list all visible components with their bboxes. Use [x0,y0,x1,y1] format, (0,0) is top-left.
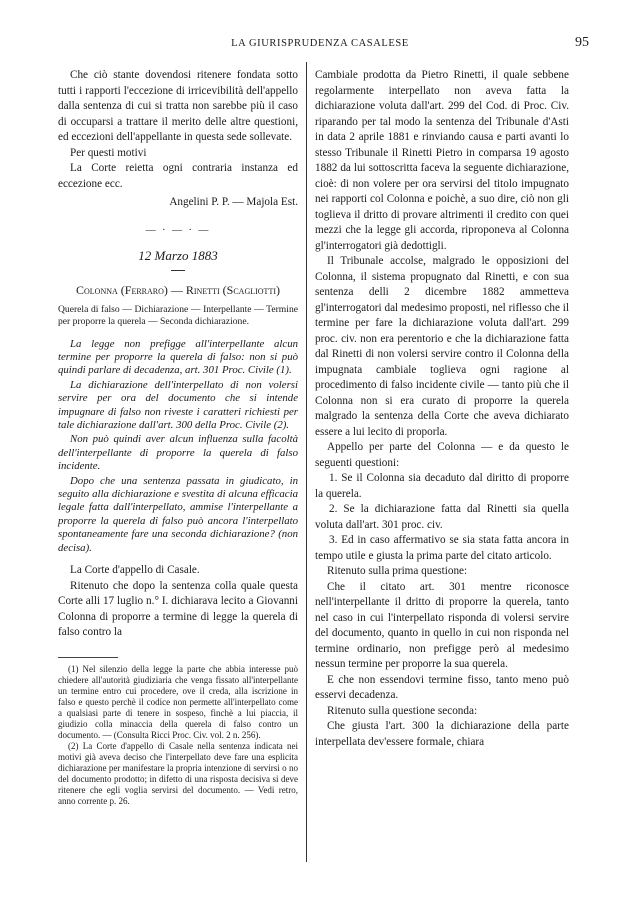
short-rule [171,270,185,271]
maxim-2: La dichiarazione dell'interpellato di non volersi servire per ora del documento che si intende impugnare di falso non riveste i caratteri richiesti per tale dichiarazione dall'art. 300 della Proc. Civile (2). [58,378,298,431]
right-column [315,68,569,750]
article-300-paragraph: Che giusta l'art. 300 la dichiarazione della parte interpellata dev'essere formale, chiara [315,720,569,748]
second-question-heading: Ritenuto sulla questione seconda: [327,704,478,717]
motivi-line: Per questi motivi [70,146,147,159]
signature-line: Angelini P. P. — Majola Est. [169,196,298,208]
rejection-paragraph: La Corte reietta ogni contraria instanza ed eccezione ecc. [58,162,298,190]
ritenuto-paragraph: Ritenuto che dopo la sentenza colla quale questa Corte alli 17 luglio n.° I. dichiarava lecito a Giovanni Colonna di proporre a termine di legge la querela di falso contro la [58,579,298,638]
running-title: LA GIURISPRUDENZA CASALESE [231,38,409,49]
footnote-rule [58,657,118,658]
footnote-1: (1) Nel silenzio della legge la parte che abbia interesse può chiedere all'autorità giudiziaria che venga fissato all'interpellante un termine entro cui procedere, ove il creda, alla iscrizione in falso e questo perchè il codice non permette all'interpellato come a qualsiasi parte di tenere in sospeso, finchè a lui piaccia, il giudizio colla minaccia della querela di falso contro un documento. — (Consulta Ricci Proc. Civ. vol. 2 n. 256). [58,663,298,740]
column-divider [306,62,307,862]
first-question-heading: Ritenuto sulla prima questione: [327,565,468,577]
case-summary: Querela di falso — Dichiarazione — Interpellante — Termine per proporre la querela — Seconda dichiarazione. [58,303,298,327]
question-2: 2. Se la dichiarazione fatta dal Rinetti sia quella voluta dall'art. 301 proc. civ. [315,503,569,531]
article-301-paragraph: Che il citato art. 301 mentre riconosce nell'interpellante il dritto di proporre la querela, tanto nel caso in cui l'interpellato risponda di volersi servire del documento, quanto in quello in cui non risponda nel termine ordinario, non prefigge però al medesimo nessun termine per proporre la sua querela. [315,580,569,670]
court-heading: La Corte d'appello di Casale. [70,564,200,576]
case-parties: Colonna (Ferraro) — Rinetti (Scagliotti) [76,282,280,297]
question-3: 3. Ed in caso affermativo se sia stata fatta ancora in tempo utile e giusta la prima parte del citato articolo. [315,534,569,562]
no-term-paragraph: E che non essendovi termine fisso, tanto meno può esservi decadenza. [315,673,569,701]
tribunale-paragraph: Il Tribunale accolse, malgrado le opposizioni del Colonna, il sistema propugnato dal Rinetti, e con sua sentenza delli 2 dicembre 1882 ammetteva gl'interrogatori dal medesimo proposti, nel riflesso che il termine per fare la dichiarazione voluta dall'art. 299 proc. civ. non era perentorio e che la dichiarazione fatta dal Rinetti di non volersi servire contro il Colonna della impugnata cambiale toglieva ogni ragione al procedimento di falso incidente civile — tanto più che il Colonna non si era curato di proporre la querela malgrado la sentenza della Corte che aveva dichiarato essere a lui lecito di proporla. [315,255,569,438]
decision-date: 12 Marzo 1883 [138,247,218,263]
question-1: 1. Se il Colonna sia decaduto dal diritto di proporre la querela. [315,472,569,500]
cambiale-paragraph: Cambiale prodotta da Pietro Rinetti, il quale sebbene regolarmente interpellato non aveva fatta la dichiarazione voluta dall'art. 299 del Cod. di Proc. Civ. riparando per tal modo la sentenza del Tribunale d'Asti in data 2 aprile 1881 e rinviando causa e parti avanti lo stesso Tribunale il Rinetti Pietro in comparsa 19 agosto 1882 da lui sottoscritta faceva la seguente dichiarazione, cioè: di non volere per ora servirsi del titolo impugnato nei rapporti col Colonna e poichè, a suo dire, ciò non gli toglieva il dritto di provare altrimenti il credito con quei mezzi che la legge gli accorda, riproponeva al Colonna gl'interrogatori già dedottigli. [315,69,569,252]
continuation-paragraph: Che ciò stante dovendosi ritenere fondata sotto tutti i rapporti l'eccezione di irricevibilità dell'appello dalla sentenza di cui si tratta non sarebbe più il caso di occuparsi a trattare il merito delle altre questioni, ed eccezioni dell'appellante in questa sede sollevate. [58,69,298,143]
maxim-4: Dopo che una sentenza passata in giudicato, in seguito alla dichiarazione e svestita di alcuna efficacia legale fatta dall'interpellato, ammise l'interpellante a proporre la querela di falso può ancora l'interpellato spontaneamente fare una seconda dichiarazione? (non decisa). [58,474,298,554]
page-number: 95 [575,35,589,50]
maxim-3: Non può quindi aver alcun influenza sulla facoltà dell'interpellante di proporre la querela di falso incidente. [58,433,298,473]
left-column [58,68,298,807]
footnote-2: (2) La Corte d'appello di Casale nella sentenza indicata nei motivi già aveva deciso che l'interpellato deve fare una esplicita dichiarazione per manifestare la propria intenzione di servirsi o no del documento prodotto; in difetto di una risposta decisiva si deve ritenere che egli voglia servirsi del documento. — Vedi retro, anno corrente p. 26. [58,740,298,806]
appeal-paragraph: Appello per parte del Colonna — e da questo le seguenti questioni: [315,441,569,469]
maxim-1: La legge non prefigge all'interpellante alcun termine per proporre la querela di falso: non si può quindi parlare di decadenza, art. 301 Proc. Civile (1). [58,337,298,377]
section-ornament: — · — · — [145,224,211,236]
